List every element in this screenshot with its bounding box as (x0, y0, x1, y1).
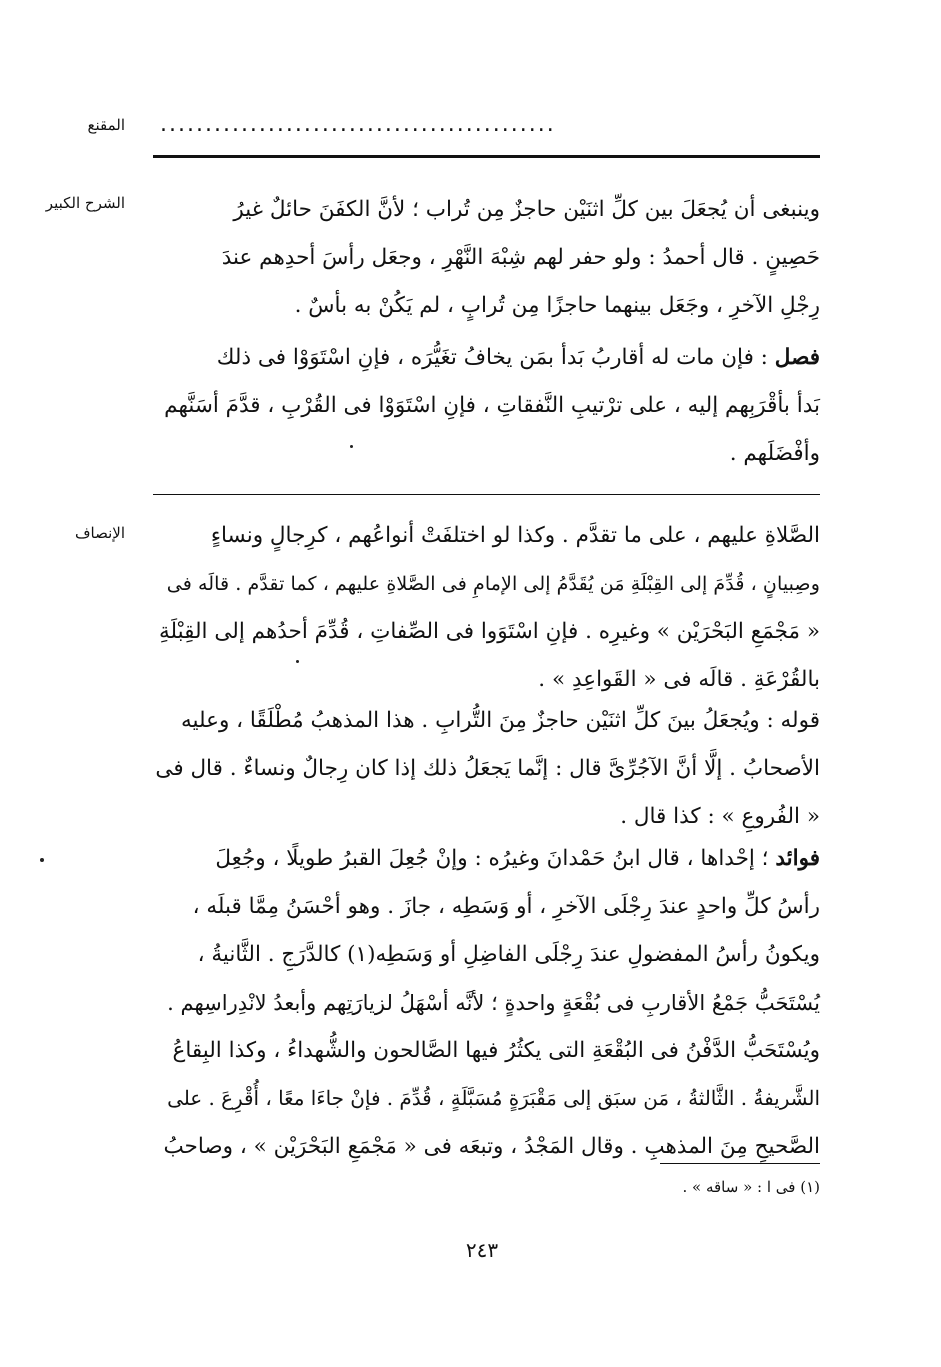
insaf-line: الصَّلاةِ عليهم ، على ما تقدَّم . وكذا لو اختلفَتْ أنواعُهم ، كرِجالٍ ونساءٍ (210, 523, 820, 548)
footnote: (١) فى ا : « ساقه » . (682, 1178, 820, 1196)
sharh-line: حَصِينٍ . قال أحمدُ : ولو حفر لهم شِبْهَ النَّهْرِ ، وجعَل رأسَ أحدِهم عندَ (221, 245, 820, 270)
section-divider (153, 494, 820, 495)
fasl-line: وأفْضَلَهم . (729, 441, 820, 466)
insaf-paragraph-2 (153, 697, 820, 841)
insaf-paragraph-1 (153, 512, 820, 704)
insaf-line: بالقُرْعَةِ . قالَه فى « القَواعِدِ » . (538, 667, 820, 692)
page-number: ٢٤٣ (465, 1238, 499, 1262)
fawaid-line: ويكونُ رأسُ المفضولِ عندَ رِجْلَى الفاضِلِ أو وَسَطِه(١) كالدَّرَجِ . الثَّانيةُ ، (197, 942, 820, 967)
scan-speck (40, 858, 44, 862)
insaf-line: « مَجْمَعِ البَحْرَيْن » وغيرِه . فإنِ اسْتَوَوا فى الصِّفاتِ ، قُدِّمَ أحدُهم إلى القِبْلَةِ (158, 619, 820, 644)
insaf-line: الأصحابُ . إلَّا أنَّ الآجُرِّىَّ قال : إنَّما يَجعَلُ ذلك إذا كان رِجالٌ ونساءٌ . قال فى (155, 756, 820, 781)
sharh-kabir-margin-label: الشرح الكبير (45, 194, 125, 212)
fasl-paragraph (153, 334, 820, 478)
insaf-line: وصِبيانٍ ، قُدِّمَ إلى القِبْلَةِ مَن يُقَدَّمُ إلى الإمامِ فى الصَّلاةِ عليهم ، كما تقدَّم . قالَه فى (166, 572, 820, 595)
fawaid-line: الصَّحيحِ مِنَ المذهبِ . وقال المَجْدُ ، وتبعَه فى « مَجْمَعِ البَحْرَيْن » ، وصاحبُ (163, 1134, 820, 1159)
insaf-margin-label: الإنصاف (74, 524, 125, 542)
header-dotted-leader: ............................................ (160, 112, 556, 137)
insaf-line: قوله : ويُجعَلُ بينَ كلِّ اثنَيْن حاجزٌ مِنَ التُّرابِ . هذا المذهبُ مُطْلَقًا ، وعليه (180, 708, 820, 733)
fawaid-keyword: فوائد (775, 846, 820, 871)
scan-speck (350, 445, 353, 448)
fawaid-line: يُسْتَحَبُّ جَمْعُ الأقاربِ فى بُقْعَةٍ واحدةٍ ؛ لأنَّه أسْهَلُ لزيارَتِهم وأبعدُ لانْدِراسِهم . (167, 990, 820, 1015)
fawaid-paragraph (153, 835, 820, 1171)
footnote-rule (660, 1163, 820, 1164)
fawaid-line: ويُسْتَحَبُّ الدَّفْنُ فى البُقْعَةِ التى يكثُرُ فيها الصَّالحون والشُّهداءُ ، وكذا البِقاعُ (172, 1038, 820, 1063)
header-rule (153, 155, 820, 158)
fasl-line (153, 334, 820, 382)
sharh-paragraph (153, 186, 820, 330)
insaf-line: « الفُروعِ » : كذا قال . (620, 804, 820, 829)
fasl-line-text: : فإن مات له أقاربُ بَدأ بمَن يخافُ تغَيُّرَه ، فإنِ اسْتَوَوْا فى ذلك (216, 345, 768, 370)
fawaid-line: الشَّريفةُ . الثَّالثةُ ، مَن سبَق إلى مَقْبَرَةٍ مُسَبَّلَةٍ ، قُدِّمَ . فإنْ جاءَا معًا ، أُقْرِعَ . على (167, 1087, 820, 1110)
fawaid-line (153, 835, 820, 883)
fasl-line: بَدأ بأقْرَبِهم إليه ، على ترْتيبِ النَّفقاتِ ، فإنِ اسْتَوَوْا فى القُرْبِ ، قدَّمَ أسَنَّهم (164, 393, 820, 418)
sharh-line: رِجْلِ الآخرِ ، وجَعَل بينهما حاجزًا مِن تُرابٍ ، لم يَكُنْ به بأسٌ . (294, 293, 820, 318)
book-title-label: المقنع (87, 116, 125, 134)
fasl-keyword: فصل (774, 345, 820, 370)
scan-speck (296, 660, 299, 663)
sharh-line: وينبغى أن يُجعَلَ بين كلِّ اثنَيْن حاجزٌ مِن تُراب ؛ لأنَّ الكفَنَ حائلٌ غيرُ (233, 197, 820, 222)
fawaid-line: رأسُ كلِّ واحدٍ عندَ رِجْلَى الآخرِ ، أو وَسَطِه ، جازَ . وهو أحْسَنُ مِمَّا قبلَه ، (192, 894, 820, 919)
fawaid-line-text: ؛ إحْداها ، قال ابنُ حَمْدانَ وغيرُه : وإنْ جُعِلَ القبرُ طويلًا ، وجُعِلَ (215, 846, 769, 871)
